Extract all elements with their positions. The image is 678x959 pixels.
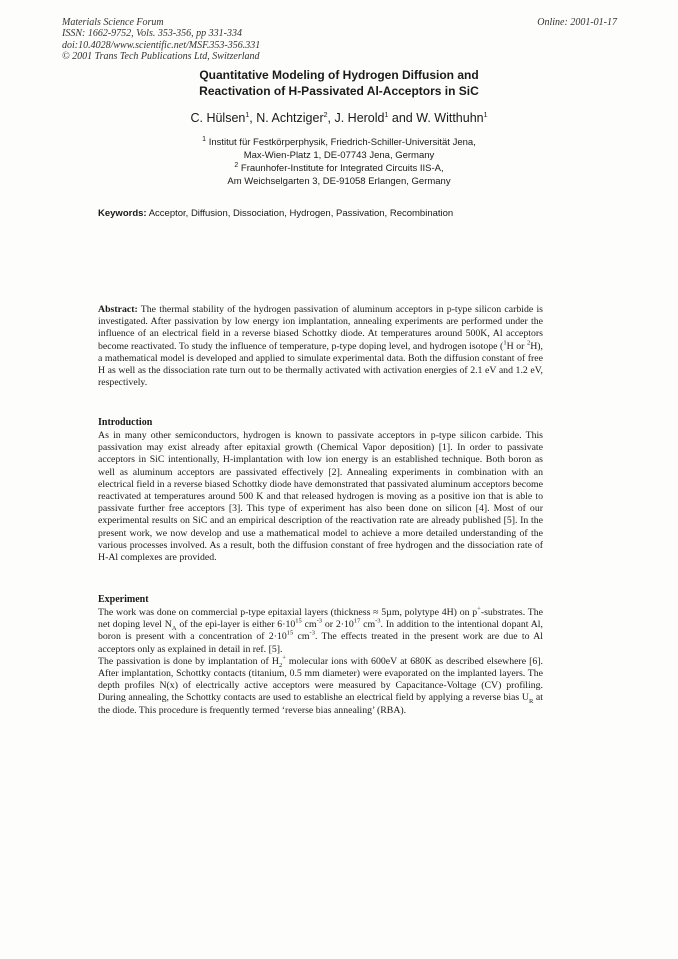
author-name: N. Achtziger [256,111,324,125]
paper-title [0,68,678,99]
superscript: 17 [353,617,361,625]
affiliation-1 [0,137,678,162]
text-run: . The effects treated in the present work are due to Al acceptors only as explained in detail in ref. [5]. [98,631,543,655]
isotope-mark: 2 [526,339,531,347]
text-run: or 2·10 [322,619,354,631]
text-run: cm [293,631,310,643]
affiliation-2 [0,163,678,188]
text-run: of the epi-layer is either 6·10 [176,619,296,631]
author-affil-mark: 1 [245,111,250,119]
affiliation-line: Institut für Festkörperphysik, Friedrich-Schiller-Universität Jena, [208,137,476,148]
superscript: -3 [309,630,315,638]
isotope-mark: 1 [503,339,507,347]
abstract-text: The thermal stability of the hydrogen passivation of aluminum acceptors in p-type silicon carbide is investigated. After passivation by low energy ion implantation, annealing experiments are performed under the influence of an electrical field in a reverse biased Schottky diode. At temperatures around 500K, Al acceptors become reactivated. To study the influence of temperature, p-type doping level, and hydrogen isotope ( [98,304,543,352]
abstract-label: Abstract: [98,304,138,315]
affiliation-address: Am Weichselgarten 3, DE-91058 Erlangen, Germany [227,175,451,187]
text-run: -substrates. The net doping level N [98,607,543,631]
text-run: The passivation is done by implantation of H [98,655,279,667]
subscript: A [171,625,177,633]
superscript: 15 [295,617,302,625]
author-list [0,111,678,125]
abstract-text: H or [506,340,527,352]
keywords-label: Keywords: [98,208,147,219]
section-heading: Introduction [98,417,153,428]
superscript: + [282,654,286,662]
author-name: J. Herold [334,111,385,125]
journal-header [62,17,617,63]
superscript: -3 [375,617,381,625]
affiliation-mark: 2 [234,161,239,169]
issn-line: ISSN: 1662-9752, Vols. 353-356, pp 331-334 [62,28,242,40]
section-paragraph [98,656,543,717]
text-run: cm [360,619,376,631]
doi-line: doi:10.4028/www.scientific.net/MSF.353-356.331 [62,39,261,51]
author-name: C. Hülsen [190,111,246,125]
author-separator: , [249,111,257,125]
author-affil-mark: 1 [384,111,389,119]
subscript: 2 [278,661,283,669]
text-run: molecular ions with 600eV at 680K as described elsewhere [6]. After implantation, Schottky contacts (titanium, 0.5 mm diameter) were evaporated on the implanted layers. The depth profiles N(x) of electrically active acceptors were measured by Capacitance-Voltage (CV) profiling. During annealing, the Schottky contacts are used to establishe an electrical field by applying a reverse bias U [98,655,543,704]
author-affil-mark: 2 [323,111,328,119]
affiliation-line: Fraunhofer-Institute for Integrated Circuits IIS-A, [240,163,444,174]
section-heading: Experiment [98,594,149,605]
author-name: W. Witthuhn [416,111,484,125]
section-paragraph [98,607,543,656]
copyright-line: © 2001 Trans Tech Publications Ltd, Switzerland [62,51,260,63]
introduction-section [98,417,543,564]
author-affil-mark: 1 [483,111,488,119]
keywords-text: Acceptor, Diffusion, Dissociation, Hydrogen, Passivation, Recombination [148,208,454,219]
journal-name: Materials Science Forum [62,17,164,28]
text-run: . In addition to the intentional dopant Al, boron is present with a concentration of 2·10 [98,619,543,643]
online-date: Online: 2001-01-17 [537,17,617,28]
superscript: + [477,605,481,613]
keywords [98,208,598,219]
subscript: R [528,698,534,706]
text-run: at the diode. This procedure is frequently termed ‘reverse bias annealing’ (RBA). [98,692,543,716]
section-paragraph: As in many other semiconductors, hydrogen is known to passivate acceptors in p-type silicon carbide. This passivation may exist already after epitaxial growth (Chemical Vapor deposition) [1]. In order to passivate acceptors in SiC intentionally, H-implantation with low ion energy is an established technique. Both boron as well as aluminum acceptors are passivated effectively [2]. Annealing experiments in combination with an electrical field in a reverse biased Schottky diode have demonstrated that passivated aluminum acceptors become reactivated at temperatures around 500 K and that released hydrogen is moving as a positive ion that is able to passivate further free acceptors [3]. This type of experiment has also been done on silicon [4]. Most of our experimental results on SiC and an empirical description of the reactivation rate are already published [5]. In the present work, we now develop and use a mathematical model to achieve a more detailed understanding of the various processes involved. As a result, both the diffusion constant of free hydrogen and the dissociation rate of H-Al complexes are provided. [98,430,543,564]
title-line-1: Quantitative Modeling of Hydrogen Diffusion and [199,68,479,82]
experiment-section [98,594,543,717]
author-separator: , [327,111,335,125]
affiliation-address: Max-Wien-Platz 1, DE-07743 Jena, Germany [243,149,435,161]
superscript: -3 [316,617,323,625]
superscript: 15 [286,630,294,638]
abstract-text: H), a mathematical model is developed and applied to simulate experimental data. Both the diffusion constant of free H as well as the dissociation rate turn out to be thermally activated with activation energies of 2.1 eV and 1.2 eV, respectively. [98,340,543,389]
author-separator: and [388,111,417,125]
text-run: The work was done on commercial p-type epitaxial layers (thickness ≈ 5µm, polytype 4H) on p [98,607,478,618]
abstract [98,304,543,389]
affiliation-mark: 1 [202,135,207,143]
title-line-2: Reactivation of H-Passivated Al-Acceptors in SiC [199,83,479,98]
text-run: cm [301,619,317,631]
